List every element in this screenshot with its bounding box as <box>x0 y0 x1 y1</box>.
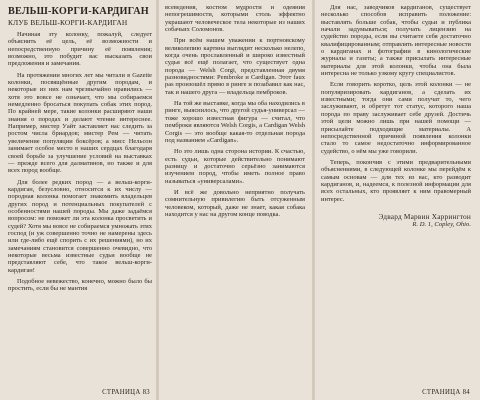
paragraph: Но это лишь одна сторона истории. К счастью, есть судьи, которые действительно понимают разницу и достаточно серьёзно занимаются изучением пород, чтобы иметь полное право называться «универсалами». <box>165 148 305 185</box>
column-3 <box>316 3 476 397</box>
paragraph: На протяжении многих лет мы читали в Gazette колонки, посвящённые другим породам, и некоторые из них нам чрезвычайно нравились — хотя это вовсе не означает, что мы собираемся немедленно бросаться покупать собак этих пород. По крайней мере, такие колонки расширяют наши знания о породах и делают чтение интереснее. Например, мистер Уайт заставляет нас следить за ростом числа бриардов; мистер Рем — читать увеличение популяции боксёров; а мисс Нельсон занимает особое место в наших сердцах благодаря своей борьбе за улучшение условий на выставках — прежде всего для далматинов, но также и для всех пород вообще. <box>8 71 152 175</box>
paragraph: Начиная эту колонку, пожалуй, следует объяснить её цель, её возможности и непосредственную причину её появления; возможно, это побудит вас высказать свои предложения и замечания. <box>8 31 152 68</box>
column-gutter <box>156 0 159 400</box>
paragraph: Теперь, покончив с этими предварительными объяснениями, в следующей колонке мы перейдём к самым основам — для тех из вас, кто разводит кардиганов, и, надеемся, к полезной информации для всех остальных, кто проявляет к ним правомерный интерес. <box>321 158 471 203</box>
column-gutter <box>312 0 315 400</box>
paragraph: Для нас, заводчиков кардиганов, существует несколько способов исправить положение: выставлять больше собак, чтобы судьи и публика начали задумываться; получать лицензию на судейство породы, если вы считаете себя достаточно квалифицированным; отправлять интересные новости о кардиганах и фотографии в кинологические журналы и газеты; а также присылать интересные материалы для этой колонки, чтобы она была интересна не только узкому кругу специалистов. <box>321 4 471 78</box>
signature-name: Эдвард Марвин Харрингтон <box>378 211 471 221</box>
paragraph: На той же выставке, когда мы оба находились в ринге, выяснилось, что другой судья-универсал — тоже хорошо известная фигура — считал, что пемброки являются Welsh Corgis, а Cardigan Welsh Corgis — это вообще какая-то отдельная порода под названием «Cardigan». <box>165 100 305 144</box>
paragraph: Подобное невежество, конечно, можно было бы простить, если бы не мантия <box>8 278 152 293</box>
paragraph: Для более редких пород — а вельш-корги-кардиган, безусловно, относится к их числу — породная колонка помогает знакомить владельцев других пород и потенциальных покупателей с особенностями нашей породы. Мы даже задаёмся вопросом: не поможет ли эта колонка просветить и судей? Хотя мы вовсе не собираемся умножать этих господ (и уж совершенно точно не намерены здесь или где-либо ещё спорить с их решениями), но их замечаниям становится совершенно очевидно, что некоторые весьма известные судьи вообще не представляют себе, что такое вельш-корги-кардиган! <box>8 178 152 274</box>
paragraph: Если говорить коротко, цель этой колонки — не популяризировать кардиганов, а сделать их известными; тогда они сами получат то, чего заслуживают, и обретут тот статус, которого наша порода по праву заслуживает себе друзей. Достичь этой цели можно лишь при нашей помощи — присылайте подходящие материалы. А непосредственной причиной появления колонки стало то самое недостаточно информированное судейство, о нём мы уже говорили. <box>321 81 471 155</box>
paragraph: И всё же довольно неприятно получать сомнительную привилегию быть отсуженным человеком, который, даже не знает, какая собака находится у нас на другом конце поводка. <box>165 188 305 218</box>
paragraph: При всём нашем уважении к портновскому великолепию картина выглядит несколько нелепо, когда очень прославленный и широко известный судья всё ещё полагает, что существует одна порода — Welsh Corgi, представленная двумя разновидностями: Pembroke и Cardigan. Этот faux pas произошёл прямо в ринге и позабавил как нас, так и нашего друга — владельца пемброков. <box>165 37 305 96</box>
signature-address: R. D. 1, Copley, Ohio. <box>412 220 471 228</box>
article-subtitle: КЛУБ ВЕЛЬШ-КОРГИ-КАРДИГАН <box>8 18 128 27</box>
column-1 <box>4 3 156 397</box>
column-2 <box>160 3 310 397</box>
signature <box>321 212 471 229</box>
page-number-83: СТРАНИЦА 83 <box>102 389 150 396</box>
page-number-84: СТРАНИЦА 84 <box>422 389 470 396</box>
article-title: ВЕЛЬШ-КОРГИ-КАРДИГАН <box>8 6 149 17</box>
paragraph: всеведения, костюм мудрости и одеяния непогрешимости, которыми столь эффектно украшают человеческое тела некоторые из наших собачьих Соломонов. <box>165 4 305 34</box>
